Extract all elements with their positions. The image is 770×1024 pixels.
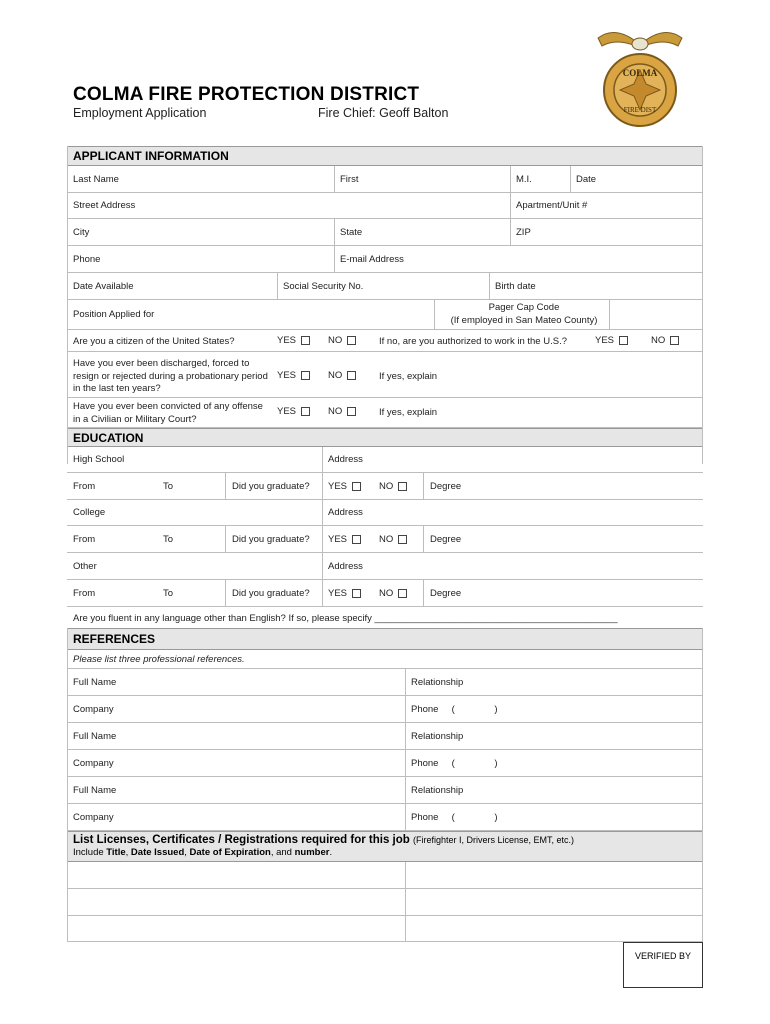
fire-district-badge-logo [596, 24, 684, 134]
references-instruction: Please list three professional references. [73, 653, 245, 665]
form-subtitle: Employment Application [73, 106, 207, 120]
birth-date-field[interactable]: Birth date [495, 280, 536, 292]
checkbox[interactable] [398, 482, 407, 491]
high-school-address-field[interactable]: Address [328, 454, 363, 465]
other-yes-option[interactable]: YES [328, 588, 361, 599]
verified-by-box[interactable]: VERIFIED BY [623, 942, 703, 988]
other-school-dates-row [67, 580, 703, 607]
authorized-yes-option[interactable]: YES [595, 335, 628, 346]
citizen-question: Are you a citizen of the United States? [73, 336, 235, 347]
licenses-examples: (Firefighter I, Drivers License, EMT, etc.) [412, 835, 575, 845]
college-no-option[interactable]: NO [379, 534, 407, 545]
other-school-address-field[interactable]: Address [328, 560, 363, 572]
logo-text-top: COLMA [622, 68, 658, 78]
reference-1-company-field[interactable]: Company [73, 703, 114, 715]
email-field[interactable]: E-mail Address [340, 253, 404, 265]
references-section-header: REFERENCES [67, 628, 703, 650]
reference-2-relationship-field[interactable]: Relationship [411, 730, 464, 742]
convicted-no-option[interactable]: NO [328, 406, 356, 417]
licenses-heading: List Licenses, Certificates / Registrations required for this job [73, 834, 410, 846]
zip-field[interactable]: ZIP [516, 226, 531, 238]
state-field[interactable]: State [340, 226, 363, 238]
logo-text-bottom: FIRE DIST [623, 106, 657, 114]
convicted-yes-option[interactable]: YES [277, 406, 310, 417]
education-section-header: EDUCATION [67, 428, 703, 447]
high-school-yes-option[interactable]: YES [328, 481, 361, 492]
eagle-wing-right [644, 32, 682, 46]
reference-2-name-field[interactable]: Full Name [73, 730, 117, 742]
college-address-field[interactable]: Address [328, 507, 363, 518]
discharged-yes-option[interactable]: YES [277, 370, 310, 381]
high-school-graduate-question: Did you graduate? [232, 480, 310, 492]
high-school-to-field[interactable]: To [163, 480, 174, 492]
college-field[interactable]: College [73, 507, 106, 518]
language-fluency-field[interactable]: Are you fluent in any language other than English? If so, please specify ______________________________________________ [73, 613, 618, 624]
citizen-yes-option[interactable]: YES [277, 335, 310, 346]
high-school-degree-field[interactable]: Degree [430, 480, 462, 492]
reference-2-phone-field[interactable]: Phone ( ) [411, 757, 498, 769]
other-school-field[interactable]: Other [73, 560, 97, 572]
checkbox[interactable] [352, 535, 361, 544]
pager-code-note: (If employed in San Mateo County) [450, 315, 598, 326]
reference-3-company-field[interactable]: Company [73, 811, 114, 823]
applicant-section-header: APPLICANT INFORMATION [67, 146, 703, 166]
convicted-explain-field[interactable]: If yes, explain [379, 407, 438, 418]
checkbox[interactable] [352, 589, 361, 598]
pager-code-label: Pager Cap Code [488, 302, 560, 313]
date-field[interactable]: Date [576, 173, 597, 185]
apartment-field[interactable]: Apartment/Unit # [516, 200, 588, 211]
first-name-field[interactable]: First [340, 173, 359, 185]
college-to-field[interactable]: To [163, 533, 174, 545]
convicted-question: Have you ever been convicted of any offense in a Civilian or Military Court? [73, 401, 263, 425]
checkbox[interactable] [398, 589, 407, 598]
street-address-field[interactable]: Street Address [73, 200, 136, 211]
college-dates-row [67, 526, 703, 553]
other-no-option[interactable]: NO [379, 588, 407, 599]
reference-3-phone-field[interactable]: Phone ( ) [411, 811, 498, 823]
college-degree-field[interactable]: Degree [430, 533, 462, 545]
other-graduate-question: Did you graduate? [232, 587, 310, 599]
middle-initial-field[interactable]: M.I. [516, 173, 532, 185]
college-yes-option[interactable]: YES [328, 534, 361, 545]
reference-1-name-field[interactable]: Full Name [73, 676, 117, 688]
page-title: COLMA FIRE PROTECTION DISTRICT [73, 84, 420, 105]
high-school-dates-row [67, 473, 703, 500]
reference-1-relationship-field[interactable]: Relationship [411, 676, 464, 688]
high-school-field[interactable]: High School [73, 454, 125, 465]
high-school-from-field[interactable]: From [73, 480, 96, 492]
authorized-question: If no, are you authorized to work in the U.S.? [379, 336, 567, 347]
college-row [67, 500, 703, 526]
reference-1-phone-field[interactable]: Phone ( ) [411, 703, 498, 715]
reference-2-company-field[interactable]: Company [73, 757, 114, 769]
college-from-field[interactable]: From [73, 533, 96, 545]
phone-field[interactable]: Phone [73, 253, 101, 265]
other-from-field[interactable]: From [73, 587, 96, 599]
other-degree-field[interactable]: Degree [430, 587, 462, 599]
checkbox[interactable] [352, 482, 361, 491]
last-name-field[interactable]: Last Name [73, 173, 119, 185]
reference-3-relationship-field[interactable]: Relationship [411, 784, 464, 796]
reference-3-name-field[interactable]: Full Name [73, 784, 117, 796]
discharged-no-option[interactable]: NO [328, 370, 356, 381]
other-school-row [67, 553, 703, 580]
city-field[interactable]: City [73, 226, 90, 238]
position-field[interactable]: Position Applied for [73, 309, 155, 320]
checkbox[interactable] [398, 535, 407, 544]
high-school-no-option[interactable]: NO [379, 481, 407, 492]
date-available-field[interactable]: Date Available [73, 280, 134, 292]
licenses-include-note: Include Title, Date Issued, Date of Expiration, and number. [73, 847, 333, 858]
ssn-field[interactable]: Social Security No. [283, 280, 364, 292]
discharged-question: Have you ever been discharged, forced to resign or rejected during a probationary period in the last ten years? [73, 358, 268, 394]
citizen-no-option[interactable]: NO [328, 335, 356, 346]
authorized-no-option[interactable]: NO [651, 335, 679, 346]
other-to-field[interactable]: To [163, 587, 174, 599]
discharged-explain-field[interactable]: If yes, explain [379, 371, 438, 382]
fire-chief-label: Fire Chief: Geoff Balton [318, 106, 449, 120]
eagle-wing-left [598, 32, 636, 46]
college-graduate-question: Did you graduate? [232, 533, 310, 545]
